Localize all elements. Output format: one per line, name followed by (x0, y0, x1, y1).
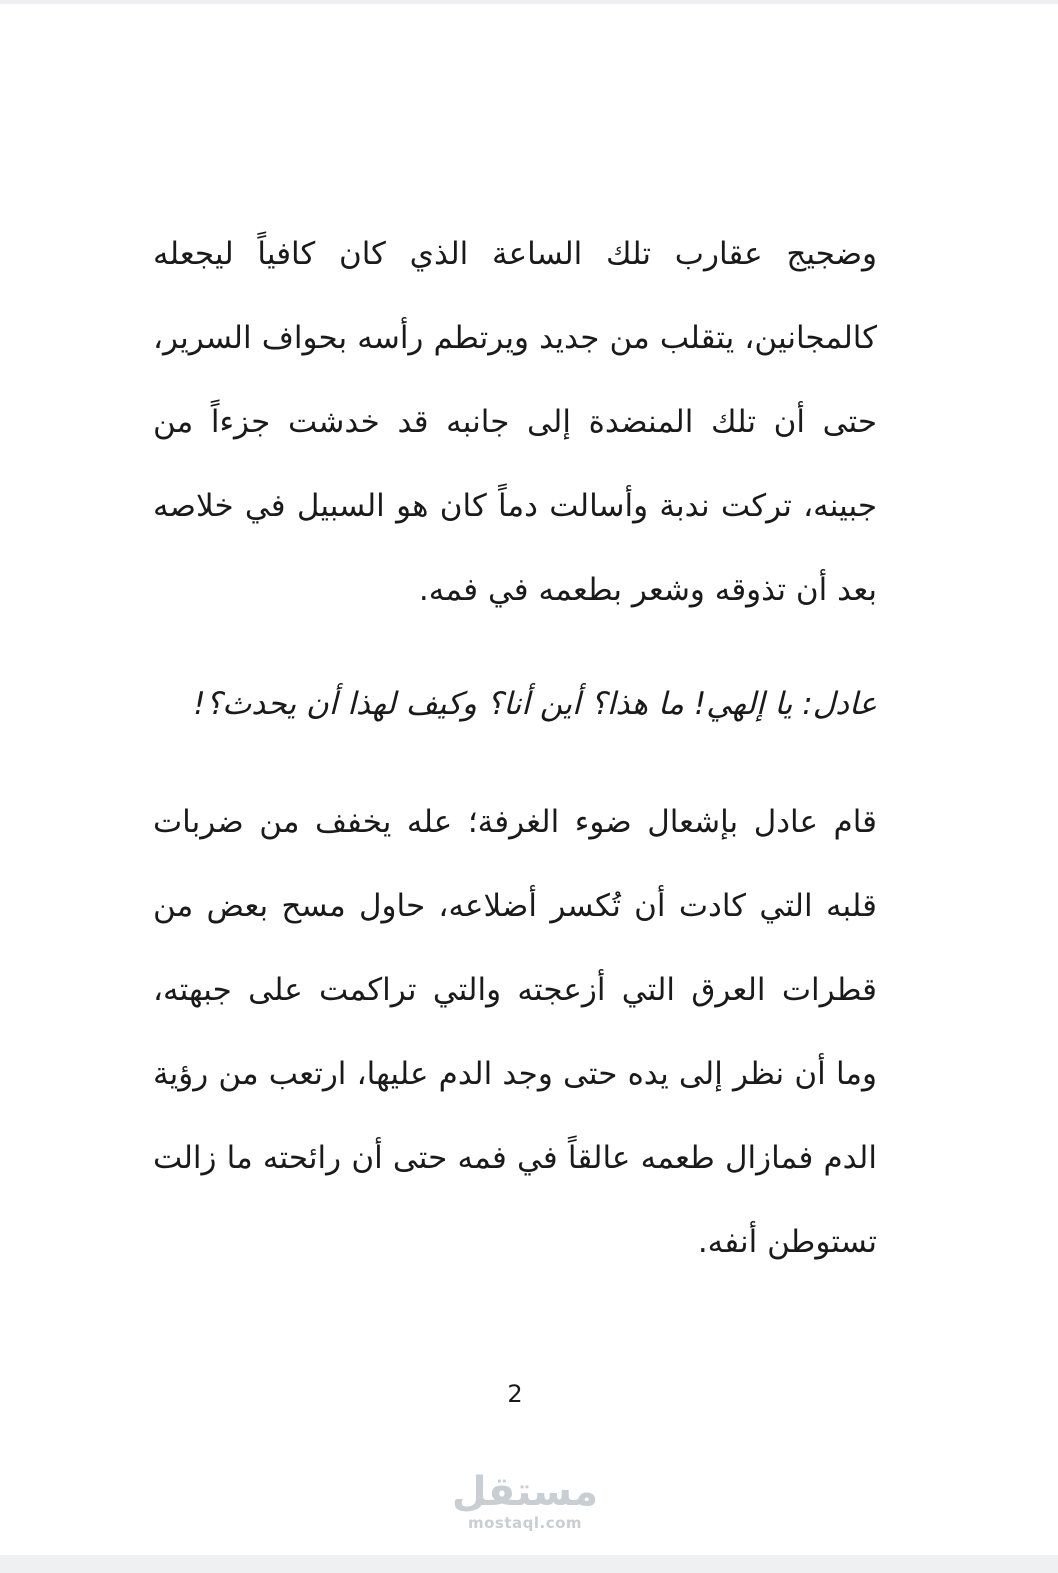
mostaql-watermark (450, 1470, 600, 1532)
story-paragraph-2: قام عادل بإشعال ضوء الغرفة؛ عله يخفف من ضربات قلبه التي كادت أن تُكسر أضلاعه، حاول مسح بعض من قطرات العرق التي أزعجته والتي تراكمت على جبهته، وما أن نظر إلى يده حتى وجد الدم عليها، ارتعب من رؤية الدم فمازال طعمه عالقاً في فمه حتى أن رائحته ما زالت تستوطن أنفه. (153, 804, 877, 1260)
page-bottom-edge (0, 1555, 1058, 1573)
dialogue-line: عادل: يا إلهي! ما هذا؟ أين أنا؟ وكيف لهذا أن يحدث؟! (193, 686, 877, 722)
page-number: 2 (507, 1380, 523, 1408)
watermark-url: mostaql.com (467, 1514, 583, 1532)
story-paragraph-1: وضجيج عقارب تلك الساعة الذي كان كافياً ليجعله كالمجانين، يتقلب من جديد ويرتطم رأسه بحواف السرير، حتى أن تلك المنضدة إلى جانبه قد خدشت جزءاً من جبينه، تركت ندبة وأسالت دماً كان هو السبيل في خلاصه بعد أن تذوقه وشعر بطعمه في فمه. (153, 236, 877, 608)
watermark-logo: مستقل (451, 1469, 599, 1515)
document-page (0, 4, 1058, 1555)
